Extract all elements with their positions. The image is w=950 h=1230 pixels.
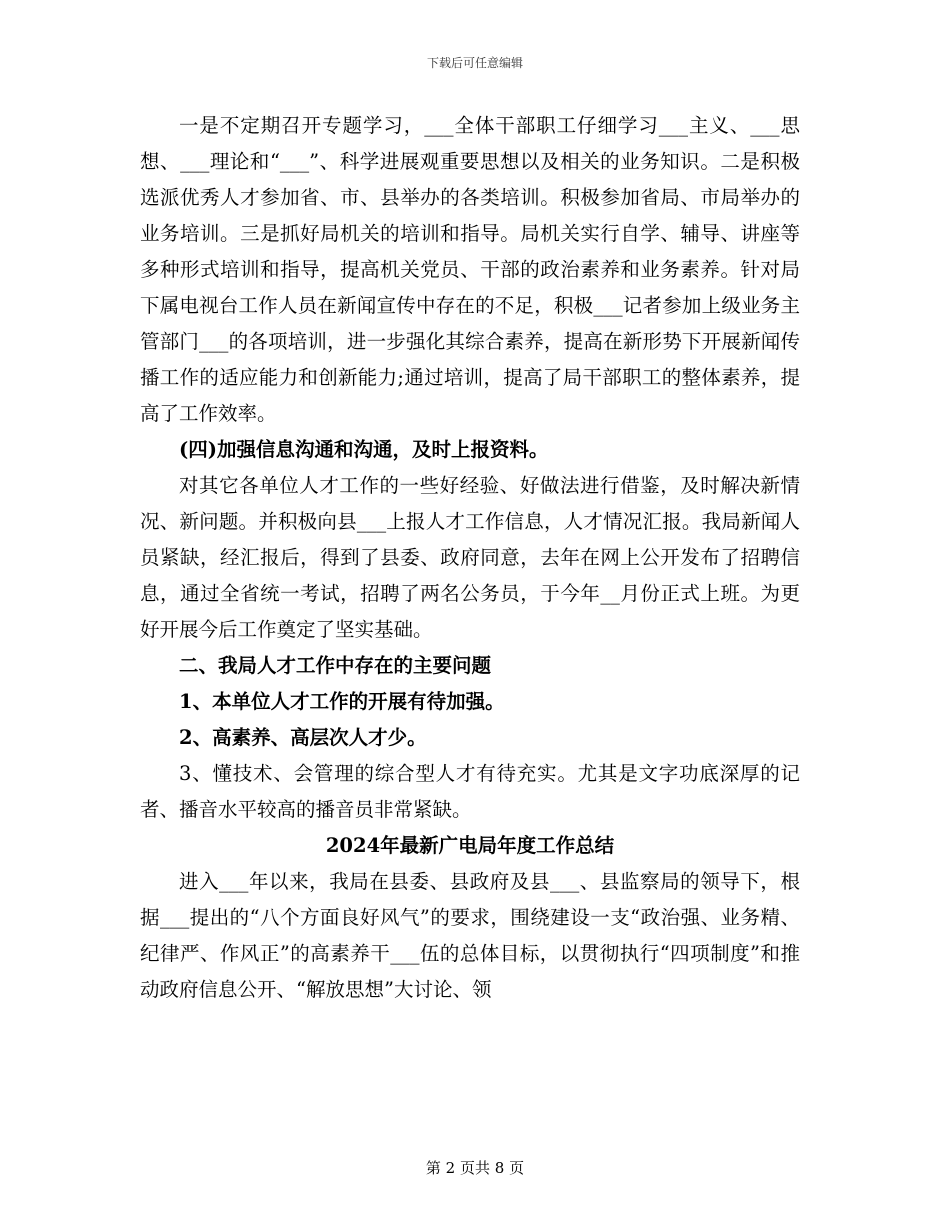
paragraph-training: 一是不定期召开专题学习，___全体干部职工仔细学习___主义、___思想、___理论和“___”、科学进展观重要思想以及相关的业务知识。二是积极选派优秀人才参加省、市、县举办的各类培训。积极参加省局、市局举办的业务培训。三是抓好局机关的培训和指导。局机关实行自学、辅导、讲座等多种形式培训和指导，提高机关党员、干部的政治素养和业务素养。针对局下属电视台工作人员在新闻宣传中存在的不足，积极___记者参加上级业务主管部门___的各项培训，进一步强化其综合素养，提高在新形势下开展新闻传播工作的适应能力和创新能力;通过培训，提高了局干部职工的整体素养，提高了工作效率。 bbox=[140, 114, 800, 425]
page-header: 下载后可任意编辑 bbox=[426, 56, 523, 70]
paragraph-recruitment: 对其它各单位人才工作的一些好经验、好做法进行借鉴，及时解决新情况、新问题。并积极向县___上报人才工作信息，人才情况汇报。我局新闻人员紧缺，经汇报后，得到了县委、政府同意，去年在网上公开发布了招聘信息，通过全省统一考试，招聘了两名公务员，于今年__月份正式上班。为更好开展今后工作奠定了坚实基础。 bbox=[140, 474, 800, 641]
problem-item-3: 3、懂技术、会管理的综合型人才有待充实。尤其是文字功底深厚的记者、播音水平较高的播音员非常紧缺。 bbox=[140, 762, 800, 821]
document-body bbox=[140, 108, 800, 1008]
heading-info-communication: (四)加强信息沟通和沟通，及时上报资料。 bbox=[179, 438, 549, 461]
section-title: 2024年最新广电局年度工作总结 bbox=[325, 834, 615, 857]
problem-item-2: 2、高素养、高层次人才少。 bbox=[179, 726, 427, 749]
heading-main-problems: 二、我局人才工作中存在的主要问题 bbox=[179, 654, 492, 677]
paragraph-intro: 进入___年以来，我局在县委、县政府及县___、县监察局的领导下，根据___提出的“八个方面良好风气”的要求，围绕建设一支“政治强、业务精、纪律严、作风正”的高素养干___伍的总体目标，以贯彻执行“四项制度”和推动政府信息公开、“解放思想”大讨论、领 bbox=[140, 870, 800, 1001]
problem-item-1: 1、本单位人才工作的开展有待加强。 bbox=[179, 690, 505, 713]
page-footer: 第 2 页共 8 页 bbox=[425, 1159, 525, 1177]
